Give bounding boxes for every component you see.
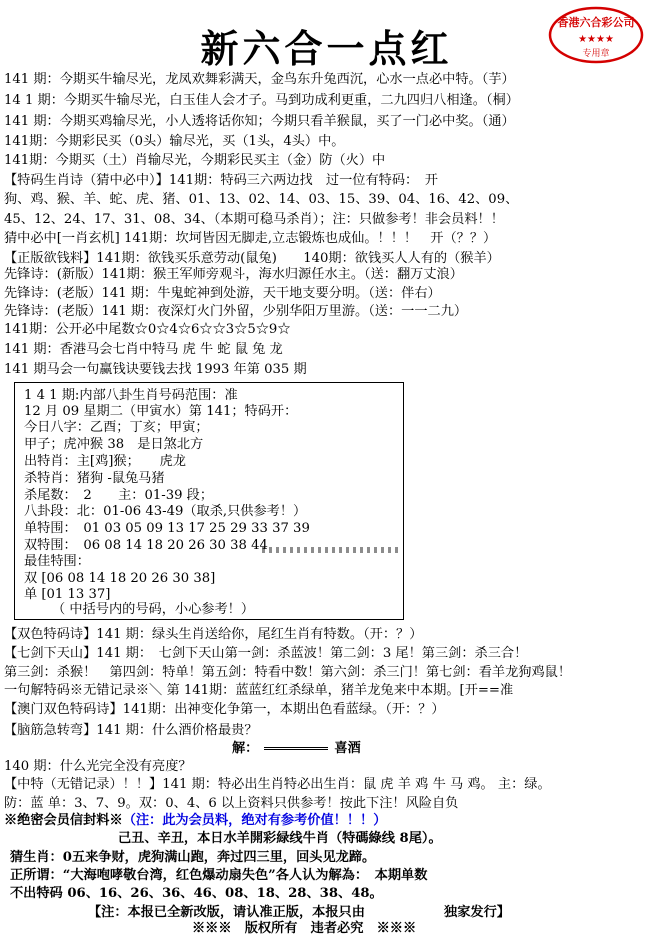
text-line: 141 期：今期买鸡输尽光，小人透将话你知；今期只看羊猴鼠，买了一门必中奖。（通） — [4, 114, 515, 129]
box-line: 出特肖：主[鸡]猴； 虎龙 — [24, 454, 186, 469]
text-line: 141期：今期彩民买（0头）输尽光，买（1头，4头）中。 — [4, 134, 345, 149]
text-line: 【脑筋急转弯】141 期：什么酒价格最贵？ — [4, 723, 258, 738]
text-line: 141 期：今期买牛输尽光，龙凤欢舞彩满天，金鸟东升兔西沉，心水一点必中特。（芋） — [4, 72, 515, 87]
box-line: 双特围： 06 08 14 18 20 26 30 38 44 — [24, 538, 268, 553]
text-line: 先锋诗：(新版）141期：猴王军师旁观斗，海水归源任水主。（送：翻万丈浪） — [4, 267, 463, 282]
answer-rule — [264, 747, 328, 750]
text-line: 一句解特码※无错记录※＼ 第 141期：蓝蓝红红杀绿单，猪羊龙兔来中本期。[开==准 — [4, 683, 514, 698]
answer-label: 解： — [232, 741, 259, 756]
text-line: 防：蓝 单：3、7、9。双：0、4、6 以上资料只供参考！按此下注！风险自负 — [4, 796, 459, 811]
box-line: （ 中括号内的号码，小心参考！） — [52, 602, 255, 617]
text-line: 45、12、24、17、31、08、34、（本期可稳马杀肖）；注：只做参考！非会员料！！ — [4, 212, 504, 227]
riddle-answer — [232, 740, 361, 757]
text-line: 141 期：香港马会七肖中特马 虎 牛 蛇 鼠 兔 龙 — [4, 342, 283, 357]
text-line: 【特码生肖诗（猜中必中）】141期：特码三六两边找 过一位有特码： 开 — [4, 173, 438, 188]
box-line: 八卦段：北：01-06 43-49（取杀,只供参考！） — [24, 504, 307, 519]
footer-notice: 【注：本报已全新改版，请认准正版，本报只由 独家发行】 — [88, 905, 510, 920]
vip-prefix: ※绝密会员信封料※ — [4, 813, 123, 828]
text-line: 141 期马会一句赢钱诀要钱去找 1993 年第 035 期 — [4, 362, 307, 377]
box-line: 双 [06 08 14 18 20 26 30 38] — [24, 571, 216, 586]
box-line: 今日八字：乙酉；丁亥；甲寅； — [24, 420, 209, 435]
bold-line: 不出特码 06、16、26、36、46、08、18、28、38、48。 — [10, 886, 383, 901]
footer-copyright: ※※※ 版权所有 违者必究 ※※※ — [192, 921, 417, 936]
smudge-mark — [262, 547, 402, 553]
box-line: 单特围： 01 03 05 09 13 17 25 29 33 37 39 — [24, 521, 310, 536]
text-line: 14 1 期：今期买牛输尽光，白玉佳人会才子。马到功成利更重，二九四归八相逢。（桐） — [4, 93, 519, 108]
text-line: 140 期：什么光完全没有亮度？ — [4, 759, 192, 774]
text-line: 先锋诗：(老版）141 期：牛鬼蛇神到处游，天干地支要分明。（送：伴右） — [4, 286, 441, 301]
text-line: 【正版欲钱料】141期：欲钱买乐意劳动(鼠兔) 140期：欲钱买人人有的（猴羊） — [4, 251, 500, 266]
bold-line: 猜生肖：0五来争财，虎狗满山跑，奔过四三里，回头见龙蹄。 — [10, 850, 376, 865]
bold-line: 己丑、辛丑，本日水羊開彩緑线牛肖（特碼綠线 8尾）。 — [118, 831, 442, 846]
vip-line — [4, 812, 386, 829]
text-line: 【中特（无错记录）！！】141 期：特必出生肖特必出生肖：鼠 虎 羊 鸡 牛 马 鸡。 主：绿。 — [4, 777, 551, 792]
answer-text: 喜酒 — [334, 741, 361, 756]
box-line: 12 月 09 星期二（甲寅水）第 141；特码开： — [24, 404, 298, 419]
seal-stars: ★★★★ — [578, 34, 614, 45]
seal-top-text: 香港六合彩公司 — [557, 16, 635, 29]
company-seal — [546, 4, 646, 66]
seal-bottom-text: 专用章 — [582, 49, 610, 59]
bold-line: 正所谓：“大海咆哮敬台湾，红色爆动扇失色”各人认为解為： 本期单数 — [10, 868, 428, 883]
box-line: 1 4 1 期:内部八卦生肖号码范围：准 — [24, 388, 238, 403]
vip-note: （注：此为会员料，绝对有参考价值！！！） — [122, 813, 387, 828]
text-line: 猜中必中[一肖玄机] 141期：坎坷皆因无脚走,立志锻炼也成仙。！！！ 开（？？） — [4, 231, 497, 246]
text-line: 第三剑：杀猴！ 第四剑：特单！第五剑：特看中数！第六剑：杀三门！第七剑：看羊龙狗鸡鼠！ — [4, 665, 572, 680]
text-line: 【双色特码诗】141 期：绿头生肖送给你，尾红生肖有特数。（开：？） — [4, 627, 423, 642]
text-line: 141期：今期买（土）肖输尽光，今期彩民买主（金）防（火）中 — [4, 153, 386, 168]
box-line: 单 [01 13 37] — [24, 587, 111, 602]
text-line: 狗、鸡、猴、羊、蛇、虎、猪、01、13、02、14、03、15、39、04、16、42、09、 — [4, 192, 519, 207]
box-line: 杀尾数： 2 主：01-39 段； — [24, 488, 214, 503]
text-line: 141期：公开必中尾数☆0☆4☆6☆☆3☆5☆9☆ — [4, 322, 291, 337]
text-line: 【七剑下天山】141 期： 七剑下天山第一剑：杀蓝波！第二剑：3 尾！第三剑：杀三合！ — [4, 646, 528, 661]
text-line: 先锋诗：(老版）141 期：夜深灯火门外留，少别华阳万里游。（送：一一二九） — [4, 304, 468, 319]
page-title: 新六合一点红 — [200, 26, 453, 71]
text-line: 【澳门双色特码诗】141期：出神变化争第一，本期出色看蓝绿。（开：？） — [4, 702, 445, 717]
box-line: 最佳特围： — [24, 554, 90, 569]
box-line: 杀特肖：猪狗 -鼠兔马猪 — [24, 471, 165, 486]
box-line: 甲子；虎冲猴 38 是日煞北方 — [24, 437, 204, 452]
